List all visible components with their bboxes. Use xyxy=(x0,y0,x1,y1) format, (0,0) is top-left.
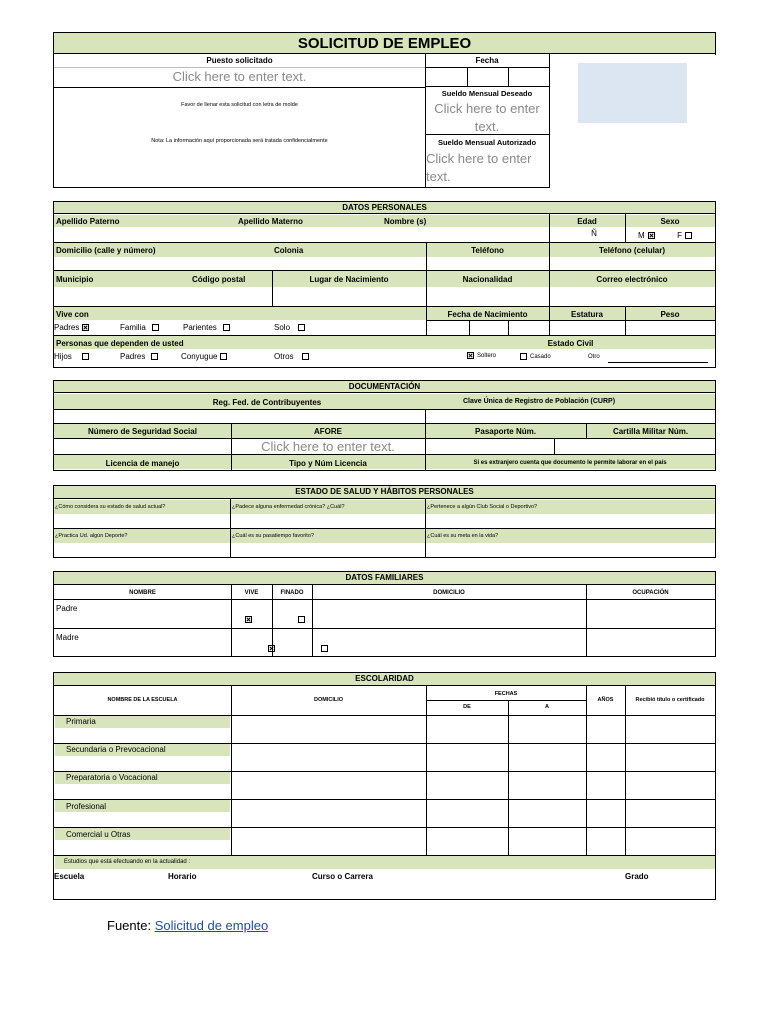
ec-otro-option: Otro xyxy=(588,354,600,360)
colonia-label: Colonia xyxy=(274,246,304,255)
personales-title: DATOS PERSONALES xyxy=(54,202,715,214)
salud-title: ESTADO DE SALUD Y HÁBITOS PERSONALES xyxy=(54,486,715,499)
edad-value[interactable]: Ñ xyxy=(591,229,597,238)
nivel-profesional: Profesional xyxy=(66,802,107,811)
dep-otros-checkbox[interactable] xyxy=(302,353,309,360)
col-vive: VIVE xyxy=(244,590,259,596)
sueldo-deseado-label: Sueldo Mensual Deseado xyxy=(441,89,533,98)
fuente-link[interactable]: Solicitud de empleo xyxy=(154,918,269,933)
municipio-label: Municipio xyxy=(56,275,94,284)
dep-conyugue-option: Conyugue xyxy=(181,351,227,362)
horario-label: Horario xyxy=(168,872,197,881)
dep-otros-option: Otros xyxy=(274,351,309,362)
escuela-label: Escuela xyxy=(54,872,85,881)
vive-solo-option: Solo xyxy=(274,322,305,333)
salud-q5: ¿Cuál es su pasatiempo favorito? xyxy=(232,533,314,539)
familiares-title: DATOS FAMILIARES xyxy=(54,572,715,585)
dep-padres-option: Padres xyxy=(120,351,158,362)
vive-solo-checkbox[interactable] xyxy=(298,324,305,331)
padre-label: Padre xyxy=(56,604,78,613)
telefono-label: Teléfono xyxy=(471,246,504,255)
estado-civil-label: Estado Civil xyxy=(547,339,594,348)
nivel-primaria: Primaria xyxy=(66,717,96,726)
pasaporte-label: Pasaporte Núm. xyxy=(475,427,536,436)
col-fechas: FECHAS xyxy=(494,691,518,697)
grado-label: Grado xyxy=(625,872,649,881)
correo-label: Correo electrónico xyxy=(596,275,668,284)
ec-casado-option: Casado xyxy=(520,353,551,362)
ec-casado-checkbox[interactable] xyxy=(520,353,527,360)
vive-con-label: Vive con xyxy=(56,310,89,319)
curso-label: Curso o Carrera xyxy=(312,872,373,881)
sexo-f-label: F xyxy=(677,231,683,240)
estudios-actuales-label: Estudios que está efectuando en la actualidad : xyxy=(64,859,191,865)
cartilla-label: Cartilla Militar Núm. xyxy=(612,427,689,436)
apellido-paterno-label: Apellido Paterno xyxy=(56,217,120,226)
escolaridad-title: ESCOLARIDAD xyxy=(54,673,715,686)
afore-label: AFORE xyxy=(314,427,342,436)
dependientes-label: Personas que dependen de usted xyxy=(56,339,184,348)
codigo-postal-label: Código postal xyxy=(192,275,246,284)
col-domicilio: DOMICILIO xyxy=(433,590,465,596)
fuente-line xyxy=(107,917,268,935)
telefono-celular-label: Teléfono (celular) xyxy=(598,246,666,255)
licencia-label: Licencia de manejo xyxy=(105,459,180,468)
col-ocupacion: OCUPACIÓN xyxy=(632,590,669,596)
sexo-f-checkbox[interactable] xyxy=(685,232,692,239)
salud-q3: ¿Pertenece a algún Club Social o Deportivo? xyxy=(427,504,538,510)
col-escuela: NOMBRE DE LA ESCUELA xyxy=(107,697,178,703)
nivel-comercial: Comercial u Otras xyxy=(66,830,131,839)
sexo-options xyxy=(638,230,692,241)
sexo-m-label: M xyxy=(638,231,645,240)
vive-parientes-checkbox[interactable] xyxy=(223,324,230,331)
dep-hijos-option: Hijos xyxy=(54,351,89,362)
ec-otro-line xyxy=(608,362,708,363)
domicilio-label: Domicilio (calle y número) xyxy=(56,246,156,255)
curp-label: Clave Única de Registro de Población (CURP) xyxy=(462,398,616,405)
col-nombre: NOMBRE xyxy=(129,590,156,596)
puesto-input[interactable]: Click here to enter text. xyxy=(172,69,307,84)
dep-conyugue-checkbox[interactable] xyxy=(220,353,227,360)
col-de: DE xyxy=(463,704,471,710)
sueldo-autorizado-label: Sueldo Mensual Autorizado xyxy=(437,138,537,147)
edad-label: Edad xyxy=(577,217,597,226)
peso-label: Peso xyxy=(660,310,680,319)
extranjero-label: Si es extranjero cuenta que documento le permite laborar en el país xyxy=(473,460,667,466)
vive-familia-option: Familia xyxy=(120,322,159,333)
fecha-label: Fecha xyxy=(475,56,499,65)
salud-q4: ¿Practica Ud. algún Deporte? xyxy=(55,533,128,539)
col-domicilio-esc: DOMICILIO xyxy=(313,697,344,703)
sueldo-autorizado-input[interactable]: Click here to enter text. xyxy=(426,151,532,184)
tipo-licencia-label: Tipo y Núm Licencia xyxy=(289,459,367,468)
estatura-label: Estatura xyxy=(570,310,603,319)
sexo-m-checkbox[interactable] xyxy=(648,232,655,239)
afore-input[interactable]: Click here to enter text. xyxy=(261,439,395,454)
sexo-label: Sexo xyxy=(660,217,680,226)
fecha-input[interactable] xyxy=(426,68,549,86)
vive-familia-checkbox[interactable] xyxy=(152,324,159,331)
madre-label: Madre xyxy=(56,633,79,642)
nss-label: Número de Seguridad Social xyxy=(88,427,197,436)
puesto-label: Puesto solicitado xyxy=(206,56,273,65)
madre-finado-checkbox[interactable] xyxy=(321,645,328,652)
salud-q2: ¿Padece alguna enfermedad crónica? ¿Cuál? xyxy=(232,504,345,510)
sueldo-deseado-input[interactable]: Click here to enter text. xyxy=(434,101,540,134)
documentacion-title: DOCUMENTACIÓN xyxy=(54,381,715,393)
lugar-nacimiento-label: Lugar de Nacimiento xyxy=(309,275,389,284)
vive-padres-checkbox[interactable] xyxy=(82,324,89,331)
ec-soltero-option: Soltero xyxy=(467,352,496,361)
ec-soltero-checkbox[interactable] xyxy=(467,352,474,359)
dep-padres-checkbox[interactable] xyxy=(151,353,158,360)
padre-vive-checkbox[interactable] xyxy=(245,616,252,623)
fecha-nacimiento-label: Fecha de Nacimiento xyxy=(447,310,528,319)
col-a: A xyxy=(545,704,549,710)
apellido-materno-label: Apellido Materno xyxy=(238,217,303,226)
padre-finado-checkbox[interactable] xyxy=(298,616,305,623)
nacionalidad-label: Nacionalidad xyxy=(462,275,513,284)
dep-hijos-checkbox[interactable] xyxy=(82,353,89,360)
col-titulo: Recibió título o certificado xyxy=(635,697,705,703)
nivel-preparatoria: Preparatoria o Vocacional xyxy=(66,773,158,782)
rfc-label: Reg. Fed. de Contribuyentes xyxy=(212,398,322,407)
salud-q1: ¿Cómo considera su estado de salud actual? xyxy=(55,504,166,510)
col-anos: AÑOS xyxy=(597,697,614,703)
nivel-secundaria: Secundaria o Prevocacional xyxy=(66,745,166,754)
madre-vive-checkbox[interactable] xyxy=(268,645,275,652)
salud-q6: ¿Cuál es su meta en la vida? xyxy=(427,533,499,539)
col-finado: FINADO xyxy=(280,590,304,596)
fuente-label: Fuente: xyxy=(107,918,152,933)
nombre-label: Nombre (s) xyxy=(384,217,427,226)
vive-parientes-option: Parientes xyxy=(183,322,230,333)
vive-padres-option: Padres xyxy=(54,322,89,333)
form-title: SOLICITUD DE EMPLEO xyxy=(297,35,472,52)
nota-text: Nota: La información aquí proporcionada será tratada confidencialmente xyxy=(151,138,328,144)
instruccion-text: Favor de llenar esta solicitud con letra de molde xyxy=(181,102,298,108)
photo-box xyxy=(578,63,687,123)
